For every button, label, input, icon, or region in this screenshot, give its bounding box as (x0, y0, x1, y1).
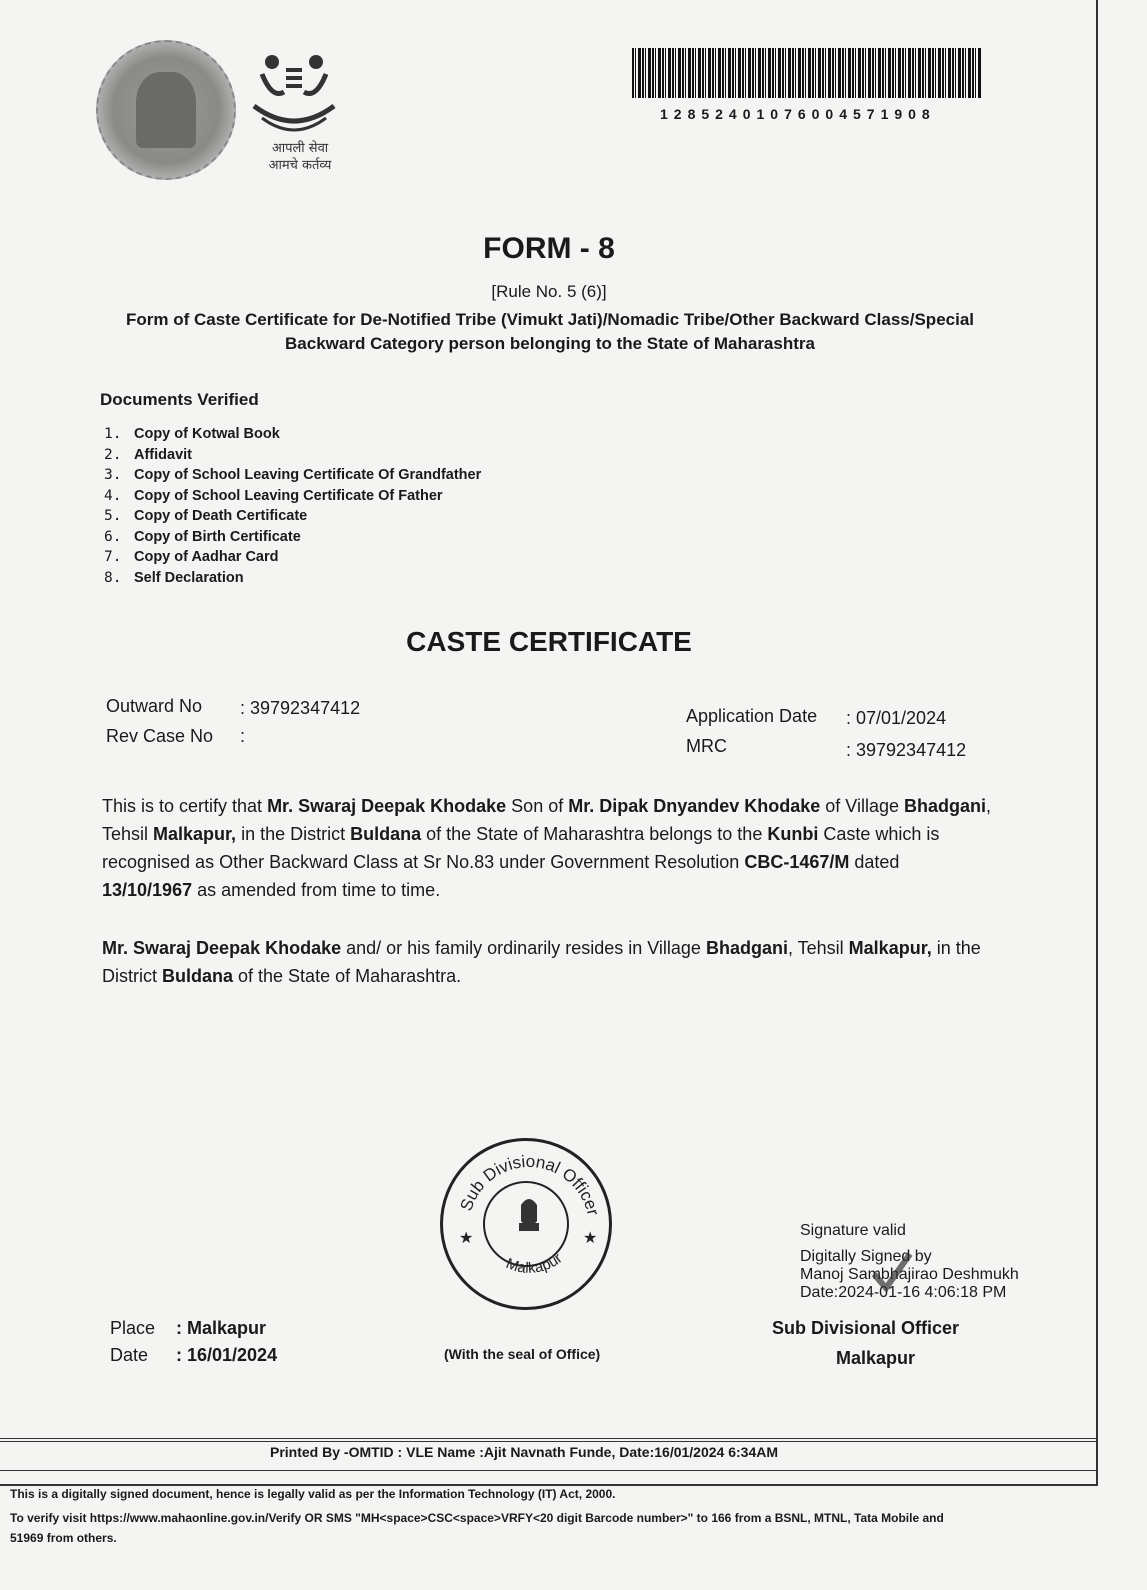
item-number: 5. (104, 508, 122, 524)
signature-line: Digitally Signed by (800, 1248, 932, 1265)
certification-paragraph (102, 792, 992, 904)
list-item (104, 506, 481, 527)
star-icon: ★ (583, 1230, 598, 1247)
village-name: Bhadgani (904, 796, 987, 816)
tehsil-name: Malkapur, (848, 938, 932, 958)
documents-heading: Documents Verified (100, 390, 259, 409)
signer-name: Manoj Sambhajirao Deshmukh (800, 1266, 1019, 1283)
text: of Village (820, 796, 905, 816)
state-emblem-seal (96, 40, 236, 180)
item-label: Affidavit (134, 446, 192, 463)
text: in the District (236, 824, 351, 844)
item-label: Copy of Aadhar Card (134, 549, 279, 565)
residence-paragraph (102, 934, 992, 990)
item-label: Copy of School Leaving Certificate Of Grandfather (134, 467, 482, 483)
date-value: : 16/01/2024 (176, 1345, 278, 1365)
logo-tagline-line1: आपली सेवा (271, 141, 329, 156)
certificate-title: CASTE CERTIFICATE (406, 626, 692, 657)
stamp-top-text: Sub Divisional Officer (456, 1151, 603, 1218)
text: , Tehsil (787, 938, 849, 958)
divider (0, 1438, 1098, 1439)
logo-tagline (250, 140, 350, 174)
stamp-inner-ring (483, 1181, 569, 1267)
text: Son of (506, 796, 569, 816)
list-item (104, 547, 481, 568)
officer-place: Malkapur (836, 1348, 916, 1368)
mrc-value: : 39792347412 (846, 740, 967, 760)
text: as amended from time to time. (192, 880, 441, 900)
list-item (104, 445, 481, 466)
item-number: 4. (104, 487, 122, 504)
form-description: Form of Caste Certificate for De-Notified Tribe (Vimukt Jati)/Nomadic Tribe/Other Backward Class/Special Backward Category person belonging to the State of Maharashtra (125, 310, 975, 353)
application-date-label: Application Date (686, 706, 818, 726)
item-label: Copy of School Leaving Certificate Of Father (134, 487, 443, 504)
list-item (104, 486, 481, 507)
list-item (104, 568, 481, 589)
text: of the State of Maharashtra. (233, 966, 462, 986)
text: dated (849, 852, 900, 872)
text: This is to certify that (102, 796, 268, 816)
outward-label: Outward No (106, 696, 203, 716)
seal-note: (With the seal of Office) (444, 1346, 601, 1362)
form-title: FORM - 8 (483, 232, 615, 265)
barcode-number: 12852401076004571908 (660, 106, 936, 122)
rev-case-label: Rev Case No (106, 726, 214, 746)
footer-verify-note: To verify visit https://www.mahaonline.gov.in/Verify OR SMS "MH<space>CSC<space>VRFY<20 digit Barcode number>" to 166 from a BSNL, MTNL, Tata Mobile and (10, 1511, 944, 1525)
application-date-value: : 07/01/2024 (846, 708, 947, 728)
officer-title: Sub Divisional Officer (772, 1318, 960, 1338)
date-label: Date (110, 1345, 149, 1365)
text: of the State of Maharashtra belongs to the (421, 824, 768, 844)
divider (0, 1470, 1098, 1471)
mrc-label: MRC (686, 736, 727, 756)
item-number: 7. (104, 549, 122, 565)
item-number: 6. (104, 528, 122, 545)
text: Caste which is recognised as Other Backward Class at Sr No.83 under Government Resolution (102, 824, 940, 872)
office-stamp (440, 1138, 612, 1310)
item-number: 8. (104, 569, 122, 586)
place-label: Place (110, 1318, 156, 1338)
item-label: Self Declaration (134, 569, 244, 586)
item-label: Copy of Death Certificate (134, 508, 308, 524)
resolution-date: 13/10/1967 (102, 880, 193, 900)
text: , Tehsil (102, 796, 992, 844)
item-label: Copy of Kotwal Book (134, 426, 280, 442)
village-name: Bhadgani (705, 938, 788, 958)
signature-status: Signature valid (800, 1222, 906, 1239)
text: in the District (102, 938, 981, 986)
barcode (632, 48, 982, 98)
district-name: Buldana (350, 824, 422, 844)
star-icon: ★ (459, 1230, 474, 1247)
father-name: Mr. Dipak Dnyandev Khodake (568, 796, 821, 816)
logo-tagline-line2: आमचे कर्तव्य (268, 158, 332, 173)
caste-name: Kunbi (767, 824, 819, 844)
list-item (104, 527, 481, 548)
applicant-name: Mr. Swaraj Deepak Khodake (267, 796, 507, 816)
footer-verify-note-cont: 51969 from others. (10, 1531, 117, 1545)
item-number: 3. (104, 467, 122, 483)
printed-by: Printed By -OMTID : VLE Name :Ajit Navnath Funde, Date:16/01/2024 6:34AM (270, 1444, 779, 1460)
resolution-number: CBC-1467/M (744, 852, 850, 872)
list-item (104, 424, 481, 445)
rev-case-value: : (240, 726, 246, 746)
applicant-name: Mr. Swaraj Deepak Khodake (102, 938, 342, 958)
tehsil-name: Malkapur, (153, 824, 237, 844)
place-value: : Malkapur (176, 1318, 267, 1338)
rule-number: [Rule No. 5 (6)] (491, 282, 607, 301)
divider (0, 1441, 1098, 1442)
signature-date: Date:2024-01-16 4:06:18 PM (800, 1284, 1007, 1301)
signature-check-icon (868, 1248, 916, 1296)
documents-list (104, 424, 481, 588)
stamp-bottom-text: Malkapur (503, 1249, 566, 1277)
list-item (104, 465, 481, 486)
item-number: 2. (104, 446, 122, 463)
item-label: Copy of Birth Certificate (134, 528, 301, 545)
emblem-icon (136, 72, 196, 148)
aaple-sarkar-logo-icon (244, 44, 344, 144)
footer-legal-note: This is a digitally signed document, hence is legally valid as per the Information Technology (IT) Act, 2000. (10, 1487, 616, 1501)
text: and/ or his family ordinarily resides in Village (341, 938, 706, 958)
outward-value: : 39792347412 (240, 698, 361, 718)
district-name: Buldana (162, 966, 234, 986)
item-number: 1. (104, 426, 122, 442)
